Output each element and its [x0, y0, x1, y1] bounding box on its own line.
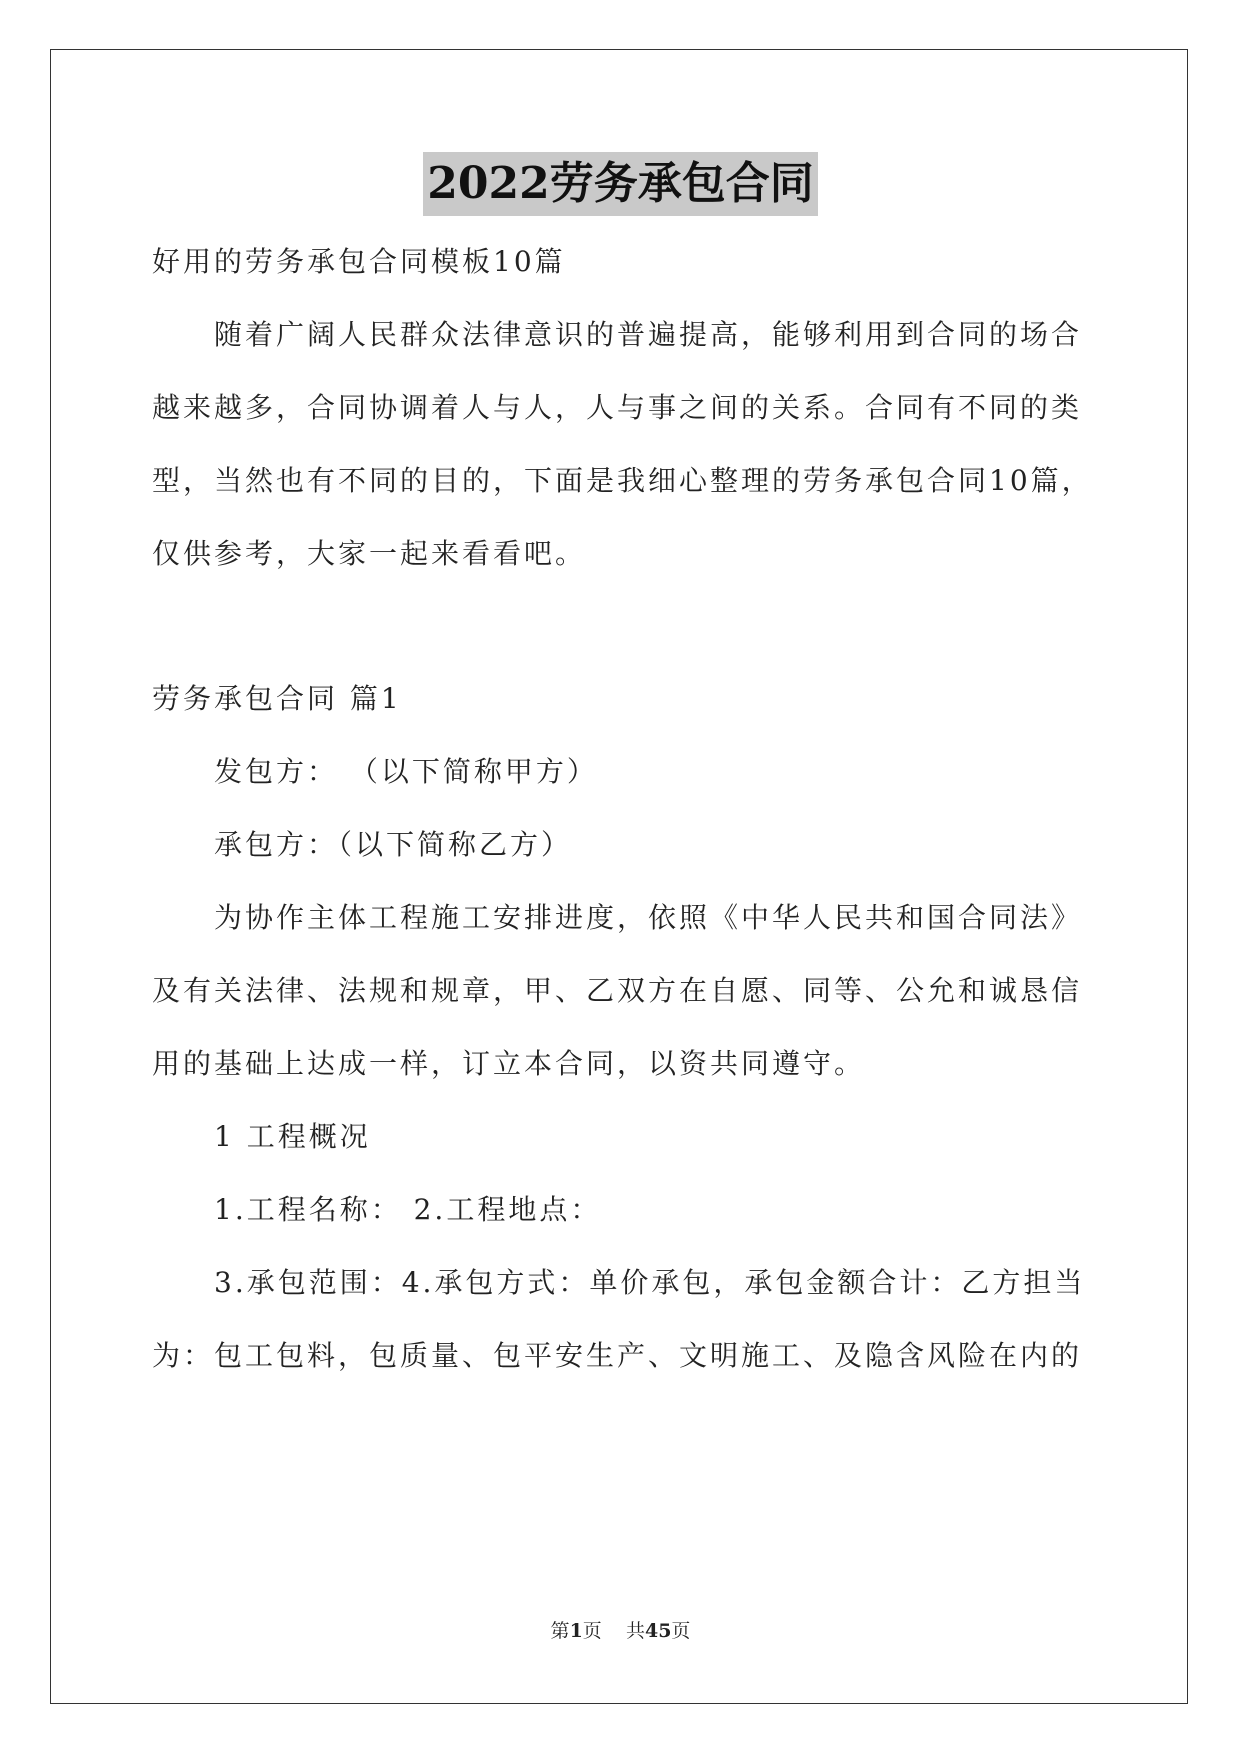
current-page-number: 1 — [569, 1620, 583, 1642]
document-title: 2022劳务承包合同 — [423, 152, 817, 216]
text-line: 越来越多，合同协调着人与人，人与事之间的关系。合同有不同的类 — [152, 391, 1083, 424]
text-line: 为：包工包料，包质量、包平安生产、文明施工、及隐含风险在内的 — [152, 1339, 1083, 1372]
footer-prefix: 第 — [550, 1620, 570, 1642]
title-container — [0, 152, 1241, 216]
footer-suffix: 页 — [671, 1620, 691, 1642]
total-page-count: 45 — [644, 1620, 672, 1642]
text-line: 仅供参考，大家一起来看看吧。 — [152, 537, 587, 570]
text-line: 随着广阔人民群众法律意识的普遍提高，能够利用到合同的场合 — [214, 318, 1083, 351]
footer-mid: 页 共 — [582, 1620, 645, 1642]
text-line: 1.工程名称： 2.工程地点： — [214, 1193, 602, 1226]
text-line: 为协作主体工程施工安排进度，依照《中华人民共和国合同法》 — [214, 901, 1083, 934]
text-line: 1 工程概况 — [214, 1120, 371, 1153]
text-line: 及有关法律、法规和规章，甲、乙双方在自愿、同等、公允和诚恳信 — [152, 974, 1083, 1007]
page-footer — [0, 1616, 1241, 1643]
text-line: 发包方： （以下简称甲方） — [214, 755, 598, 788]
text-line: 承包方：（以下简称乙方） — [214, 828, 573, 861]
text-line: 用的基础上达成一样，订立本合同，以资共同遵守。 — [152, 1047, 866, 1080]
text-line: 型，当然也有不同的目的，下面是我细心整理的劳务承包合同10篇， — [152, 464, 1093, 497]
text-line: 3.承包范围：4.承包方式：单价承包，承包金额合计：乙方担当 — [214, 1266, 1086, 1299]
page-border — [50, 49, 1188, 1704]
subtitle-line: 好用的劳务承包合同模板10篇 — [152, 245, 566, 278]
section-heading: 劳务承包合同 篇1 — [152, 682, 402, 715]
